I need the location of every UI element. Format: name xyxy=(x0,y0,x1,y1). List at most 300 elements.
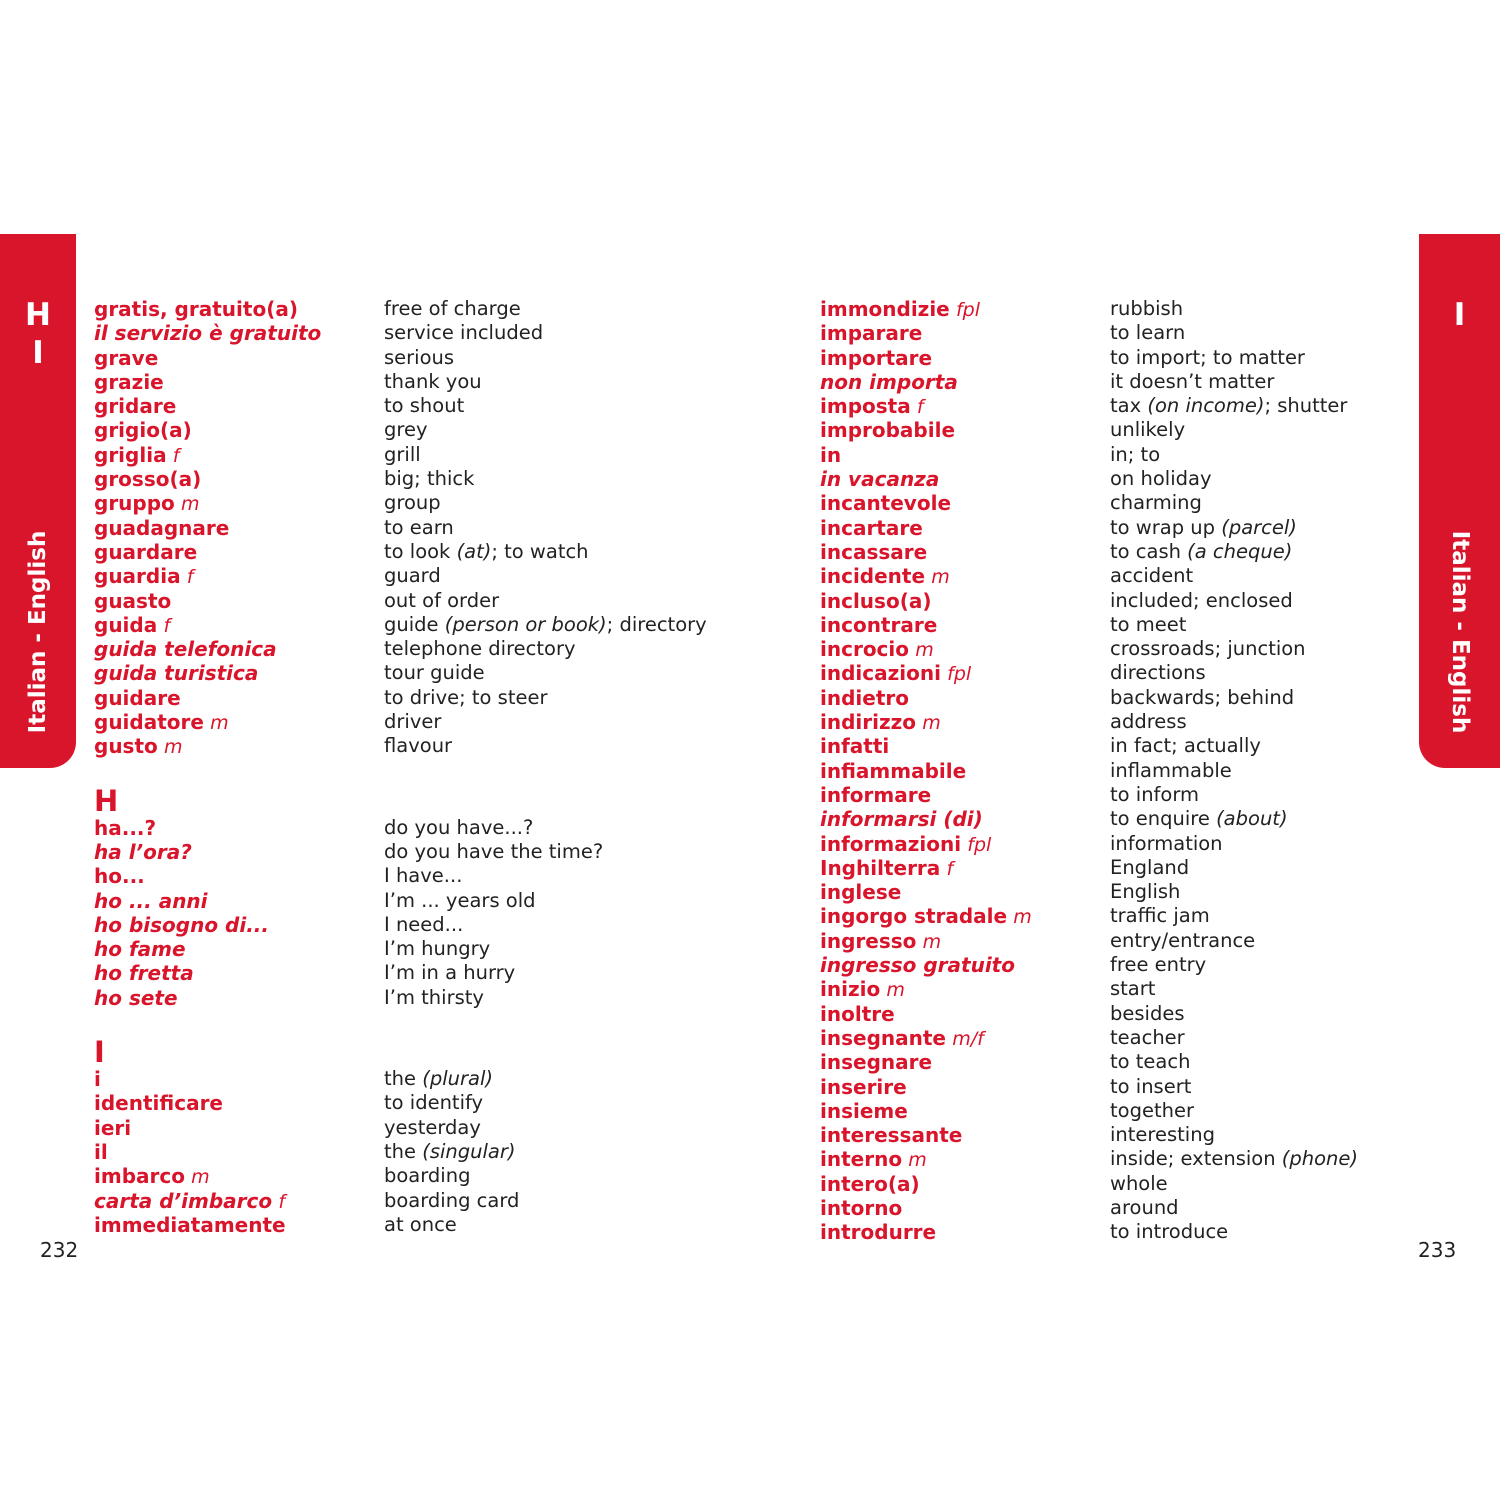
tab-letters xyxy=(1419,296,1500,334)
headword: ingorgo stradale xyxy=(820,904,1008,929)
tab-letter: H xyxy=(25,297,51,333)
headword: inserire xyxy=(820,1074,907,1099)
entry-headword-row xyxy=(94,589,321,613)
headword: guardare xyxy=(94,539,198,564)
entry-headword-row xyxy=(820,856,1032,880)
grammar-label: m xyxy=(922,712,941,735)
headword: gridare xyxy=(94,394,177,419)
grammar-label: m xyxy=(908,1149,927,1172)
translation: together xyxy=(1110,1098,1194,1122)
headword: incartare xyxy=(820,515,923,540)
entry-translation-row xyxy=(384,1213,707,1237)
entry-translation-row xyxy=(384,516,707,540)
entry-translation-row xyxy=(384,1189,707,1213)
translation: to shout xyxy=(384,394,465,418)
entry-translation-row xyxy=(384,1164,707,1188)
translation: tour guide xyxy=(384,661,485,685)
translation-continued: ; shutter xyxy=(1264,394,1348,418)
headword: interessante xyxy=(820,1123,963,1148)
entry-translation-row xyxy=(1110,443,1358,467)
entry-translation-row xyxy=(384,986,707,1010)
translation: to learn xyxy=(1110,321,1186,345)
translation: I need... xyxy=(384,912,464,936)
headword: interno xyxy=(820,1147,903,1172)
grammar-label: f xyxy=(916,396,924,419)
headword: guida turistica xyxy=(94,661,259,686)
entry-translation-row xyxy=(1110,1123,1358,1147)
entry-translation-row xyxy=(384,686,707,710)
entry-translation-row xyxy=(1110,856,1358,880)
entry-headword-row xyxy=(94,613,321,637)
headword: incantevole xyxy=(820,491,952,516)
translation: start xyxy=(1110,977,1156,1001)
translation: free entry xyxy=(1110,953,1207,977)
translation: out of order xyxy=(384,588,500,612)
headword: griglia xyxy=(94,442,167,467)
headword: Inghilterra xyxy=(820,855,941,880)
grammar-label: m xyxy=(931,566,950,589)
translation-note: (on income) xyxy=(1147,394,1265,418)
translation: I have... xyxy=(384,864,463,888)
entry-translation-row xyxy=(1110,807,1358,831)
headword: informazioni xyxy=(820,831,962,856)
headword: ingresso gratuito xyxy=(820,953,1015,978)
headword: indicazioni xyxy=(820,661,941,686)
entry-translation-row xyxy=(1110,880,1358,904)
entry-headword-row xyxy=(820,346,1032,370)
headword: intero(a) xyxy=(820,1171,920,1196)
headword: ho ... anni xyxy=(94,888,208,913)
headword: incidente xyxy=(820,564,926,589)
headword: immediatamente xyxy=(94,1212,286,1237)
entry-translation-row xyxy=(1110,904,1358,928)
entry-headword-row xyxy=(94,734,321,758)
entry-translation-row xyxy=(1110,734,1358,758)
translation-note: (a cheque) xyxy=(1187,539,1293,563)
translation: around xyxy=(1110,1195,1179,1219)
entry-translation-row xyxy=(1110,1075,1358,1099)
entry-headword-row xyxy=(820,661,1032,685)
entry-headword-row xyxy=(94,816,321,840)
left-headwords-column xyxy=(94,297,321,1237)
entry-headword-row xyxy=(94,540,321,564)
translation: to enquire xyxy=(1110,807,1210,831)
translation: thank you xyxy=(384,369,482,393)
entry-headword-row xyxy=(94,1164,321,1188)
entry-translation-row xyxy=(1110,1099,1358,1123)
entry-headword-row xyxy=(820,1026,1032,1050)
tab-letter: I xyxy=(1453,297,1466,333)
headword: guida xyxy=(94,612,158,637)
translation: guard xyxy=(384,564,441,588)
section-spacer xyxy=(384,1038,707,1067)
headword: in xyxy=(820,442,842,467)
entry-translation-row xyxy=(1110,710,1358,734)
entry-translation-row xyxy=(1110,1220,1358,1244)
spacer xyxy=(94,759,321,787)
headword: importare xyxy=(820,345,933,370)
headword: ieri xyxy=(94,1115,132,1140)
headword: ho bisogno di... xyxy=(94,912,269,937)
entry-headword-row xyxy=(820,394,1032,418)
entry-headword-row xyxy=(94,661,321,685)
headword: i xyxy=(94,1067,101,1092)
translation: boarding xyxy=(384,1164,471,1188)
entry-translation-row xyxy=(384,467,707,491)
right-headwords-column xyxy=(820,297,1032,1245)
entry-headword-row xyxy=(94,1140,321,1164)
translation: address xyxy=(1110,710,1187,734)
translation: to inform xyxy=(1110,782,1200,806)
translation: to import; to matter xyxy=(1110,345,1305,369)
entry-headword-row xyxy=(94,1091,321,1115)
headword: infiammabile xyxy=(820,758,967,783)
entry-translation-row xyxy=(1110,516,1358,540)
entry-headword-row xyxy=(820,516,1032,540)
entry-translation-row xyxy=(1110,540,1358,564)
entry-translation-row xyxy=(1110,1147,1358,1171)
translation-note: (phone) xyxy=(1281,1147,1359,1171)
entry-headword-row xyxy=(94,686,321,710)
translation: entry/entrance xyxy=(1110,928,1256,952)
headword: inoltre xyxy=(820,1001,895,1026)
translation: flavour xyxy=(384,734,453,758)
entry-translation-row xyxy=(384,816,707,840)
headword: informare xyxy=(820,782,932,807)
entry-translation-row xyxy=(384,889,707,913)
headword: ho... xyxy=(94,864,145,889)
entry-headword-row xyxy=(94,913,321,937)
entry-translation-row xyxy=(1110,564,1358,588)
translation-continued: ; to watch xyxy=(491,539,589,563)
entry-translation-row xyxy=(1110,1050,1358,1074)
grammar-label: m xyxy=(163,736,183,759)
section-letter: H xyxy=(94,783,119,818)
headword: infatti xyxy=(820,734,890,759)
entry-headword-row xyxy=(820,904,1032,928)
grammar-label: fpl xyxy=(967,833,992,856)
entry-headword-row xyxy=(94,986,321,1010)
entry-headword-row xyxy=(94,564,321,588)
translation: telephone directory xyxy=(384,637,576,661)
entry-translation-row xyxy=(384,1140,707,1164)
headword: grave xyxy=(94,345,159,370)
entry-translation-row xyxy=(384,613,707,637)
translation: guide xyxy=(384,612,439,636)
entry-headword-row xyxy=(94,937,321,961)
translation: the xyxy=(384,1139,417,1163)
headword: guasto xyxy=(94,588,172,613)
headword: insegnante xyxy=(820,1025,946,1050)
grammar-label: m xyxy=(922,930,942,953)
entry-headword-row xyxy=(94,1213,321,1237)
entry-translation-row xyxy=(1110,1026,1358,1050)
headword: guardia xyxy=(94,564,181,589)
translation: at once xyxy=(384,1212,457,1236)
translation-note: (about) xyxy=(1216,807,1288,831)
page-number-right: 233 xyxy=(1418,1238,1457,1262)
entry-translation-row xyxy=(384,1067,707,1091)
entry-translation-row xyxy=(384,937,707,961)
translation: besides xyxy=(1110,1001,1185,1025)
entry-headword-row xyxy=(820,467,1032,491)
entry-headword-row xyxy=(94,516,321,540)
entry-headword-row xyxy=(94,321,321,345)
entry-translation-row xyxy=(384,491,707,515)
translation: to wrap up xyxy=(1110,515,1216,539)
entry-translation-row xyxy=(384,589,707,613)
entry-translation-row xyxy=(384,637,707,661)
entry-translation-row xyxy=(1110,394,1358,418)
headword: incrocio xyxy=(820,637,910,662)
headword: incontrare xyxy=(820,612,938,637)
grammar-label: m xyxy=(210,712,229,735)
entry-translation-row xyxy=(384,321,707,345)
entry-headword-row xyxy=(94,840,321,864)
headword: insieme xyxy=(820,1098,908,1123)
section-spacer xyxy=(384,787,707,816)
entry-headword-row xyxy=(820,1196,1032,1220)
translation: do you have the time? xyxy=(384,839,604,863)
translation: grey xyxy=(384,418,428,442)
translation: inflammable xyxy=(1110,758,1232,782)
entry-translation-row xyxy=(384,443,707,467)
headword: ha...? xyxy=(94,815,157,840)
headword: identificare xyxy=(94,1091,223,1116)
entry-headword-row xyxy=(820,564,1032,588)
right-translations-column xyxy=(1110,297,1358,1245)
translation: charming xyxy=(1110,491,1202,515)
entry-headword-row xyxy=(820,321,1032,345)
translation: to look xyxy=(384,539,451,563)
translation: free of charge xyxy=(384,297,521,320)
headword: ho fame xyxy=(94,937,186,962)
side-tab-left xyxy=(0,234,76,768)
entry-translation-row xyxy=(1110,661,1358,685)
translation: it doesn’t matter xyxy=(1110,369,1275,393)
entry-headword-row xyxy=(820,370,1032,394)
entry-headword-row xyxy=(94,637,321,661)
entry-headword-row xyxy=(820,710,1032,734)
spacer xyxy=(384,1010,707,1038)
entry-translation-row xyxy=(384,710,707,734)
grammar-label: m/f xyxy=(952,1027,984,1050)
side-tab-right xyxy=(1419,234,1500,768)
grammar-label: f xyxy=(163,614,171,637)
entry-headword-row xyxy=(820,880,1032,904)
entry-translation-row xyxy=(1110,297,1358,321)
translation: driver xyxy=(384,710,442,734)
entry-headword-row xyxy=(820,759,1032,783)
translation: rubbish xyxy=(1110,297,1184,320)
headword: ho sete xyxy=(94,985,178,1010)
entry-headword-row xyxy=(94,297,321,321)
grammar-label: m xyxy=(915,639,934,662)
translation: I’m ... years old xyxy=(384,888,536,912)
entry-headword-row xyxy=(820,1099,1032,1123)
entry-translation-row xyxy=(1110,321,1358,345)
headword: improbabile xyxy=(820,418,956,443)
headword: inizio xyxy=(820,977,881,1002)
translation: to drive; to steer xyxy=(384,685,548,709)
entry-translation-row xyxy=(1110,1002,1358,1026)
entry-headword-row xyxy=(94,394,321,418)
translation: directions xyxy=(1110,661,1206,685)
grammar-label: m xyxy=(191,1166,210,1189)
translation: English xyxy=(1110,880,1181,904)
left-translations-column xyxy=(384,297,707,1237)
grammar-label: f xyxy=(278,1190,286,1213)
grammar-label: f xyxy=(172,444,180,467)
tab-label: Italian - English xyxy=(25,530,51,734)
translation: do you have...? xyxy=(384,815,534,839)
headword: imparare xyxy=(820,321,923,346)
translation: the xyxy=(384,1067,417,1091)
entry-translation-row xyxy=(384,913,707,937)
headword: incassare xyxy=(820,539,928,564)
translation-note: (singular) xyxy=(422,1139,516,1163)
headword: intorno xyxy=(820,1195,903,1220)
entry-translation-row xyxy=(1110,346,1358,370)
entry-translation-row xyxy=(1110,832,1358,856)
entry-translation-row xyxy=(1110,589,1358,613)
translation: information xyxy=(1110,831,1223,855)
entry-headword-row xyxy=(820,613,1032,637)
translation: to identify xyxy=(384,1091,484,1115)
entry-translation-row xyxy=(384,734,707,758)
translation: to teach xyxy=(1110,1050,1191,1074)
entry-headword-row xyxy=(820,1147,1032,1171)
headword: insegnare xyxy=(820,1050,933,1075)
entry-translation-row xyxy=(384,864,707,888)
entry-headword-row xyxy=(94,1067,321,1091)
grammar-label: m xyxy=(886,979,905,1002)
headword: gruppo xyxy=(94,491,175,516)
spacer xyxy=(384,759,707,787)
entry-translation-row xyxy=(1110,613,1358,637)
tab-letter: I xyxy=(32,335,44,371)
entry-headword-row xyxy=(94,864,321,888)
translation-note: (person or book) xyxy=(444,612,607,636)
headword: guidatore xyxy=(94,710,204,735)
translation-note: (plural) xyxy=(422,1067,493,1091)
translation-continued: ; directory xyxy=(606,612,707,636)
entry-translation-row xyxy=(384,661,707,685)
tab-label: Italian - English xyxy=(1446,530,1473,734)
headword: ha l’ora? xyxy=(94,839,192,864)
headword: incluso(a) xyxy=(820,588,932,613)
entry-headword-row xyxy=(820,589,1032,613)
entry-headword-row xyxy=(94,889,321,913)
entry-headword-row xyxy=(94,370,321,394)
entry-headword-row xyxy=(820,1050,1032,1074)
entry-headword-row xyxy=(820,418,1032,442)
entry-translation-row xyxy=(384,1091,707,1115)
entry-headword-row xyxy=(820,637,1032,661)
grammar-label: m xyxy=(181,493,200,516)
translation: group xyxy=(384,491,441,515)
translation: serious xyxy=(384,345,455,369)
entry-translation-row xyxy=(384,346,707,370)
entry-headword-row xyxy=(94,961,321,985)
entry-headword-row xyxy=(820,686,1032,710)
tab-letters xyxy=(0,296,76,372)
headword: introdurre xyxy=(820,1220,937,1245)
headword: gusto xyxy=(94,734,158,759)
grammar-label: m xyxy=(1013,906,1032,929)
entry-translation-row xyxy=(384,418,707,442)
headword: ho fretta xyxy=(94,961,194,986)
headword: indietro xyxy=(820,685,909,710)
entry-headword-row xyxy=(94,491,321,515)
entry-translation-row xyxy=(1110,370,1358,394)
entry-headword-row xyxy=(820,1075,1032,1099)
headword: il xyxy=(94,1139,108,1164)
entry-headword-row xyxy=(820,783,1032,807)
translation: backwards; behind xyxy=(1110,685,1295,709)
entry-headword-row xyxy=(94,418,321,442)
entry-translation-row xyxy=(1110,953,1358,977)
entry-translation-row xyxy=(1110,418,1358,442)
translation: to meet xyxy=(1110,612,1187,636)
entry-translation-row xyxy=(1110,637,1358,661)
entry-translation-row xyxy=(384,370,707,394)
grammar-label: fpl xyxy=(955,299,980,321)
entry-headword-row xyxy=(94,443,321,467)
entry-translation-row xyxy=(384,297,707,321)
translation: yesterday xyxy=(384,1115,481,1139)
grammar-label: f xyxy=(946,857,954,880)
entry-headword-row xyxy=(820,1123,1032,1147)
entry-translation-row xyxy=(384,540,707,564)
translation: to introduce xyxy=(1110,1220,1229,1244)
entry-translation-row xyxy=(384,394,707,418)
translation: tax xyxy=(1110,394,1142,418)
entry-headword-row xyxy=(820,1002,1032,1026)
entry-translation-row xyxy=(1110,977,1358,1001)
headword: grazie xyxy=(94,369,164,394)
translation: grill xyxy=(384,442,421,466)
translation: I’m thirsty xyxy=(384,985,484,1009)
translation-note: (at) xyxy=(456,539,492,563)
translation: service included xyxy=(384,321,544,345)
translation: boarding card xyxy=(384,1188,520,1212)
translation: I’m hungry xyxy=(384,937,491,961)
page-number-left: 232 xyxy=(40,1238,79,1262)
entry-headword-row xyxy=(820,443,1032,467)
entry-headword-row xyxy=(820,929,1032,953)
entry-translation-row xyxy=(1110,759,1358,783)
headword: imposta xyxy=(820,394,911,419)
translation: I’m in a hurry xyxy=(384,961,516,985)
translation: to cash xyxy=(1110,539,1181,563)
translation: unlikely xyxy=(1110,418,1186,442)
entry-headword-row xyxy=(94,1116,321,1140)
grammar-label: f xyxy=(186,566,194,589)
headword: immondizie xyxy=(820,297,950,321)
translation: England xyxy=(1110,855,1190,879)
entry-headword-row xyxy=(820,832,1032,856)
entry-translation-row xyxy=(384,961,707,985)
entry-headword-row xyxy=(94,1189,321,1213)
entry-headword-row xyxy=(820,1220,1032,1244)
entry-translation-row xyxy=(1110,783,1358,807)
entry-translation-row xyxy=(384,1116,707,1140)
translation: in; to xyxy=(1110,442,1161,466)
headword: il servizio è gratuito xyxy=(94,321,322,346)
headword: grosso(a) xyxy=(94,467,202,492)
entry-headword-row xyxy=(94,710,321,734)
